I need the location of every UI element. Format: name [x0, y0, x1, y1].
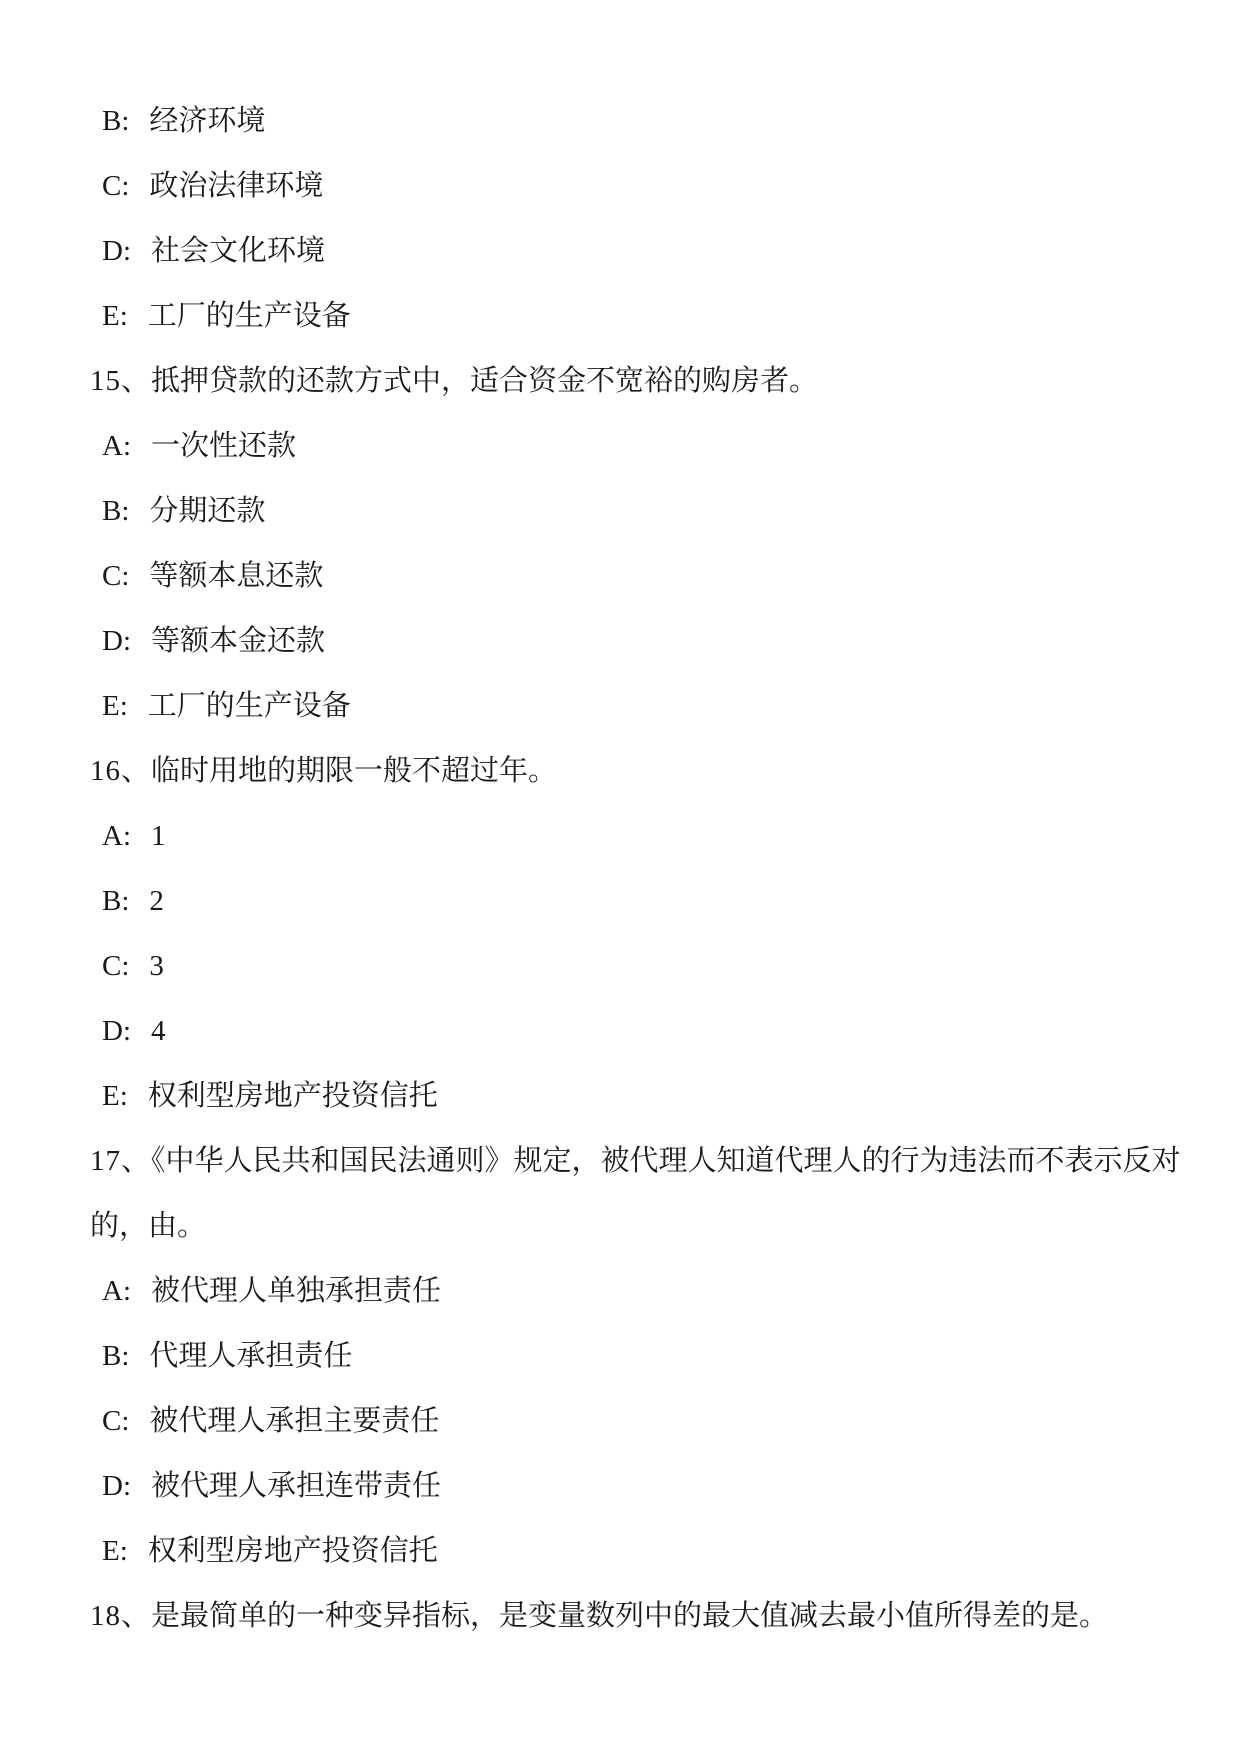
option-label: C:	[102, 1405, 130, 1437]
option-line	[102, 674, 1200, 739]
option-text: 工厂的生产设备	[147, 690, 351, 722]
option-line	[102, 1064, 1200, 1129]
option-label: C:	[102, 560, 130, 592]
question-stem: 《中华人民共和国民法通则》规定，被代理人知道代理人的行为违法而不表示反对的，由。	[90, 1145, 1181, 1242]
option-label: A:	[102, 1275, 131, 1307]
option-line	[102, 934, 1200, 999]
question-number: 16、	[90, 755, 152, 787]
option-text: 2	[149, 885, 164, 917]
option-text: 代理人承担责任	[149, 1340, 353, 1372]
option-line	[102, 544, 1200, 609]
option-text: 政治法律环境	[149, 170, 324, 202]
option-line	[102, 804, 1200, 869]
option-label: A:	[102, 430, 131, 462]
question-stem: 抵押贷款的还款方式中，适合资金不宽裕的购房者。	[151, 365, 819, 397]
option-label: E:	[102, 1535, 128, 1567]
option-line	[102, 999, 1200, 1064]
option-text: 工厂的生产设备	[147, 300, 351, 332]
option-line	[102, 1389, 1200, 1454]
option-text: 权利型房地产投资信托	[147, 1535, 438, 1567]
option-label: C:	[102, 170, 130, 202]
option-label: D:	[102, 625, 131, 657]
option-line	[102, 479, 1200, 544]
option-line	[102, 869, 1200, 934]
option-line	[102, 414, 1200, 479]
option-text: 被代理人单独承担责任	[151, 1275, 442, 1307]
question-stem: 临时用地的期限一般不超过年。	[151, 755, 558, 787]
question-stem: 是最简单的一种变异指标，是变量数列中的最大值减去最小值所得差的是。	[151, 1600, 1109, 1632]
option-text: 等额本息还款	[149, 560, 324, 592]
option-text: 权利型房地产投资信托	[147, 1080, 438, 1112]
option-text: 经济环境	[149, 105, 266, 137]
option-line	[102, 1259, 1200, 1324]
option-line	[102, 89, 1200, 154]
option-text: 分期还款	[149, 495, 266, 527]
option-line	[102, 1454, 1200, 1519]
option-label: E:	[102, 690, 128, 722]
option-label: B:	[102, 1340, 130, 1372]
option-label: D:	[102, 1015, 131, 1047]
option-text: 4	[151, 1015, 166, 1047]
option-label: D:	[102, 1470, 131, 1502]
option-line	[102, 1519, 1200, 1584]
option-text: 一次性还款	[151, 430, 297, 462]
option-line	[102, 609, 1200, 674]
option-label: A:	[102, 820, 131, 852]
question-line	[90, 1584, 1210, 1649]
option-label: B:	[102, 105, 130, 137]
question-number: 15、	[90, 365, 152, 397]
option-text: 等额本金还款	[151, 625, 326, 657]
option-line	[102, 154, 1200, 219]
option-line	[102, 219, 1200, 284]
option-label: D:	[102, 235, 131, 267]
option-text: 被代理人承担主要责任	[149, 1405, 440, 1437]
option-text: 社会文化环境	[151, 235, 326, 267]
option-text: 3	[149, 950, 164, 982]
question-number: 18、	[90, 1600, 152, 1632]
question-line	[90, 349, 1210, 414]
question-line	[90, 739, 1210, 804]
question-number: 17、	[90, 1145, 152, 1177]
option-line	[102, 284, 1200, 349]
option-label: B:	[102, 885, 130, 917]
option-label: C:	[102, 950, 130, 982]
option-line	[102, 1324, 1200, 1389]
option-label: E:	[102, 300, 128, 332]
option-text: 被代理人承担连带责任	[151, 1470, 442, 1502]
option-label: E:	[102, 1080, 128, 1112]
option-text: 1	[151, 820, 166, 852]
option-label: B:	[102, 495, 130, 527]
question-line	[90, 1129, 1210, 1259]
